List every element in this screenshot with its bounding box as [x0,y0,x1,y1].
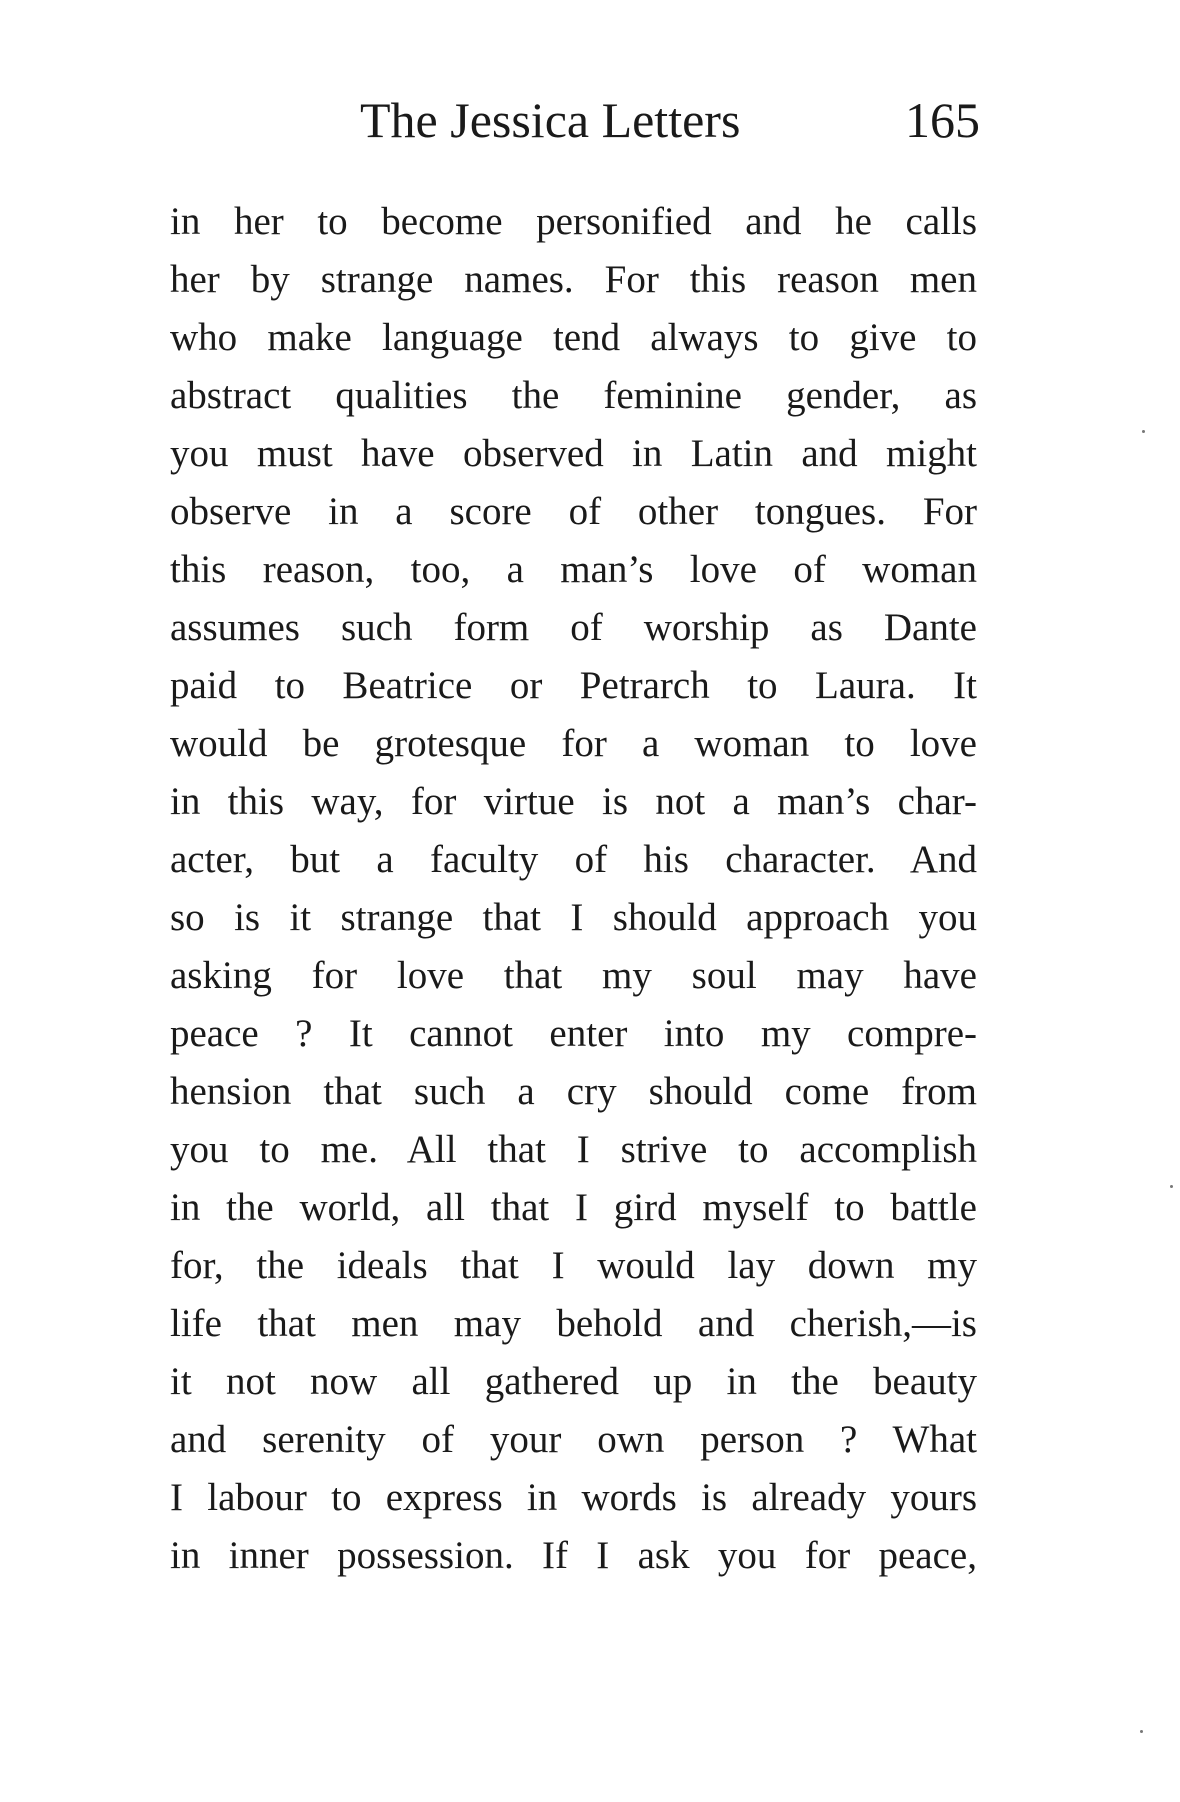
text-line: and serenity of your own person ? What [170,1418,977,1461]
text-line: you must have observed in Latin and might [170,432,977,475]
text-line: assumes such form of worship as Dante [170,606,977,649]
text-line: paid to Beatrice or Petrarch to Laura. It [170,664,977,707]
text-line: for, the ideals that I would lay down my [170,1244,977,1287]
page-number: 165 [905,92,980,148]
text-line: this reason, too, a man’s love of woman [170,548,977,591]
running-title: The Jessica Letters [360,92,741,148]
text-line: abstract qualities the feminine gender, as [170,374,977,417]
text-line: you to me. All that I strive to accomplish [170,1128,977,1171]
text-line: in her to become personified and he calls [170,200,977,243]
text-line: observe in a score of other tongues. For [170,490,977,533]
text-line: peace ? It cannot enter into my compre- [170,1012,977,1055]
text-line: in the world, all that I gird myself to battle [170,1186,977,1229]
text-line: hension that such a cry should come from [170,1070,977,1113]
body-text [170,193,977,1585]
text-line: who make language tend always to give to [170,316,977,359]
text-line: I labour to express in words is already yours [170,1476,977,1519]
paper-speck [1170,1185,1173,1188]
text-line: asking for love that my soul may have [170,954,977,997]
text-line: acter, but a faculty of his character. And [170,838,977,881]
text-line: would be grotesque for a woman to love [170,722,977,765]
text-line: in inner possession. If I ask you for peace, [170,1534,977,1577]
text-line: it not now all gathered up in the beauty [170,1360,977,1403]
text-line: in this way, for virtue is not a man’s char- [170,780,977,823]
text-line: life that men may behold and cherish,—is [170,1302,977,1345]
text-line: so is it strange that I should approach you [170,896,977,939]
text-line: her by strange names. For this reason men [170,258,977,301]
paper-speck [1140,1730,1143,1733]
running-head [360,90,980,150]
paper-speck [1142,430,1145,433]
